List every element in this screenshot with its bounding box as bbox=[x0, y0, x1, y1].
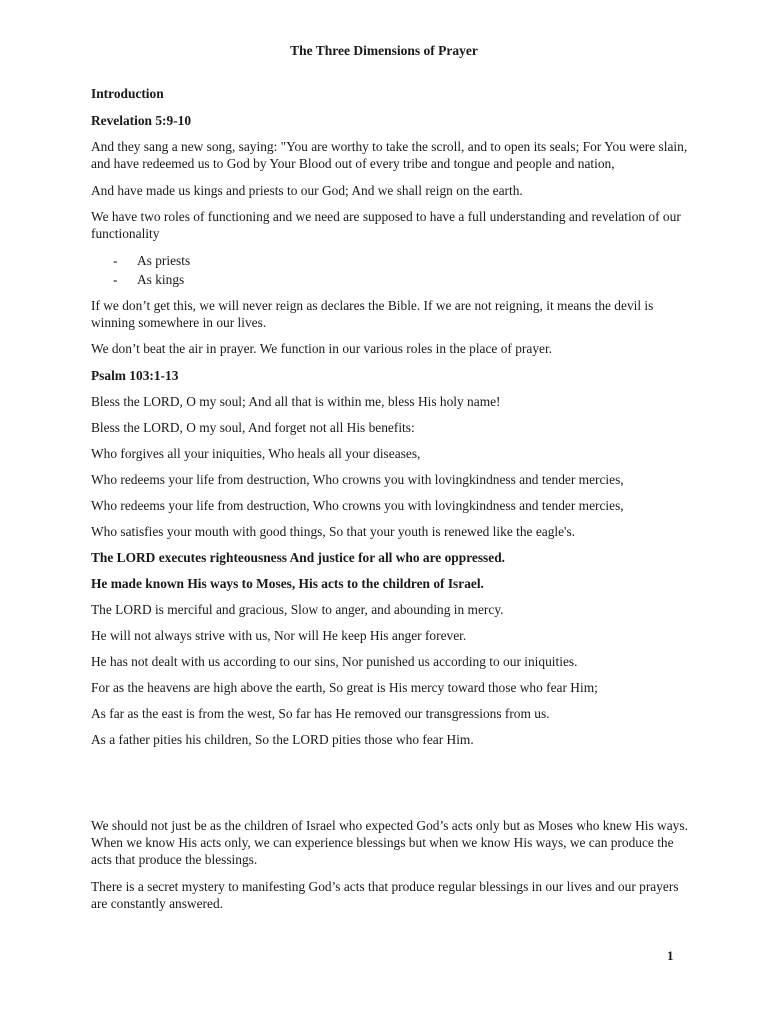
paragraph-beat-the-air: We don’t beat the air in prayer. We function in our various roles in the place of prayer. bbox=[91, 341, 553, 356]
list-item bbox=[91, 251, 691, 270]
paragraph-secret-mystery: There is a secret mystery to manifesting God’s acts that produce regular blessings in our lives and our prayers are constantly answered. bbox=[91, 878, 679, 911]
list-item-label: As priests bbox=[137, 252, 191, 268]
paragraph-revelation-verse-9: And they sang a new song, saying: "You are worthy to take the scroll, and to open its seals; For You were slain, and have redeemed us to God by Your Blood out of every tribe and tongue and people and nation, bbox=[91, 139, 688, 171]
scripture-reference-revelation: Revelation 5:9-10 bbox=[91, 112, 192, 128]
paragraph-two-roles: We have two roles of functioning and we need are supposed to have a full understanding and revelation of our functionality bbox=[91, 209, 681, 241]
psalm-verse: Who forgives all your iniquities, Who heals all your diseases, bbox=[91, 446, 421, 461]
introduction-heading: Introduction bbox=[91, 86, 164, 101]
blank-space bbox=[91, 757, 691, 817]
list-dash: - bbox=[113, 271, 118, 287]
psalm-verse: The LORD is merciful and gracious, Slow to anger, and abounding in mercy. bbox=[91, 602, 504, 617]
paragraph-reign: If we don’t get this, we will never reign as declares the Bible. If we are not reigning, it means the devil is winning somewhere in our lives. bbox=[91, 297, 654, 330]
page-number: 1 bbox=[667, 948, 674, 963]
document-title: The Three Dimensions of Prayer bbox=[290, 43, 478, 58]
list-item-label: As kings bbox=[137, 271, 185, 287]
psalm-verse: Bless the LORD, O my soul, And forget not all His benefits: bbox=[91, 420, 415, 435]
psalm-verse: He has not dealt with us according to our sins, Nor punished us according to our iniquities. bbox=[91, 654, 578, 669]
psalm-verse: Who redeems your life from destruction, Who crowns you with lovingkindness and tender mercies, bbox=[91, 472, 624, 487]
paragraph-acts-and-ways: We should not just be as the children of Israel who expected God’s acts only but as Moses who knew His ways. When we know His acts only, we can experience blessings but when we know His ways, we can produce the acts that produce the blessings. bbox=[91, 818, 688, 867]
roles-list bbox=[91, 251, 691, 289]
list-dash: - bbox=[113, 252, 118, 268]
psalm-verse: For as the heavens are high above the earth, So great is His mercy toward those who fear Him; bbox=[91, 680, 598, 695]
paragraph-revelation-verse-10: And have made us kings and priests to our God; And we shall reign on the earth. bbox=[91, 182, 523, 198]
psalm-verse: He will not always strive with us, Nor will He keep His anger forever. bbox=[91, 628, 467, 643]
psalm-verse-bold: He made known His ways to Moses, His acts to the children of Israel. bbox=[91, 576, 484, 591]
psalm-verse: As far as the east is from the west, So far has He removed our transgressions from us. bbox=[91, 706, 550, 721]
psalm-verse: Bless the LORD, O my soul; And all that is within me, bless His holy name! bbox=[91, 394, 501, 409]
psalm-verse: Who satisfies your mouth with good things, So that your youth is renewed like the eagle's. bbox=[91, 524, 576, 539]
psalm-verse: Who redeems your life from destruction, Who crowns you with lovingkindness and tender mercies, bbox=[91, 498, 624, 513]
scripture-reference-psalm: Psalm 103:1-13 bbox=[91, 367, 179, 383]
psalm-verse: As a father pities his children, So the LORD pities those who fear Him. bbox=[91, 732, 474, 747]
list-item bbox=[91, 270, 691, 289]
document-body bbox=[91, 85, 691, 921]
psalm-verse-bold: The LORD executes righteousness And justice for all who are oppressed. bbox=[91, 550, 505, 565]
